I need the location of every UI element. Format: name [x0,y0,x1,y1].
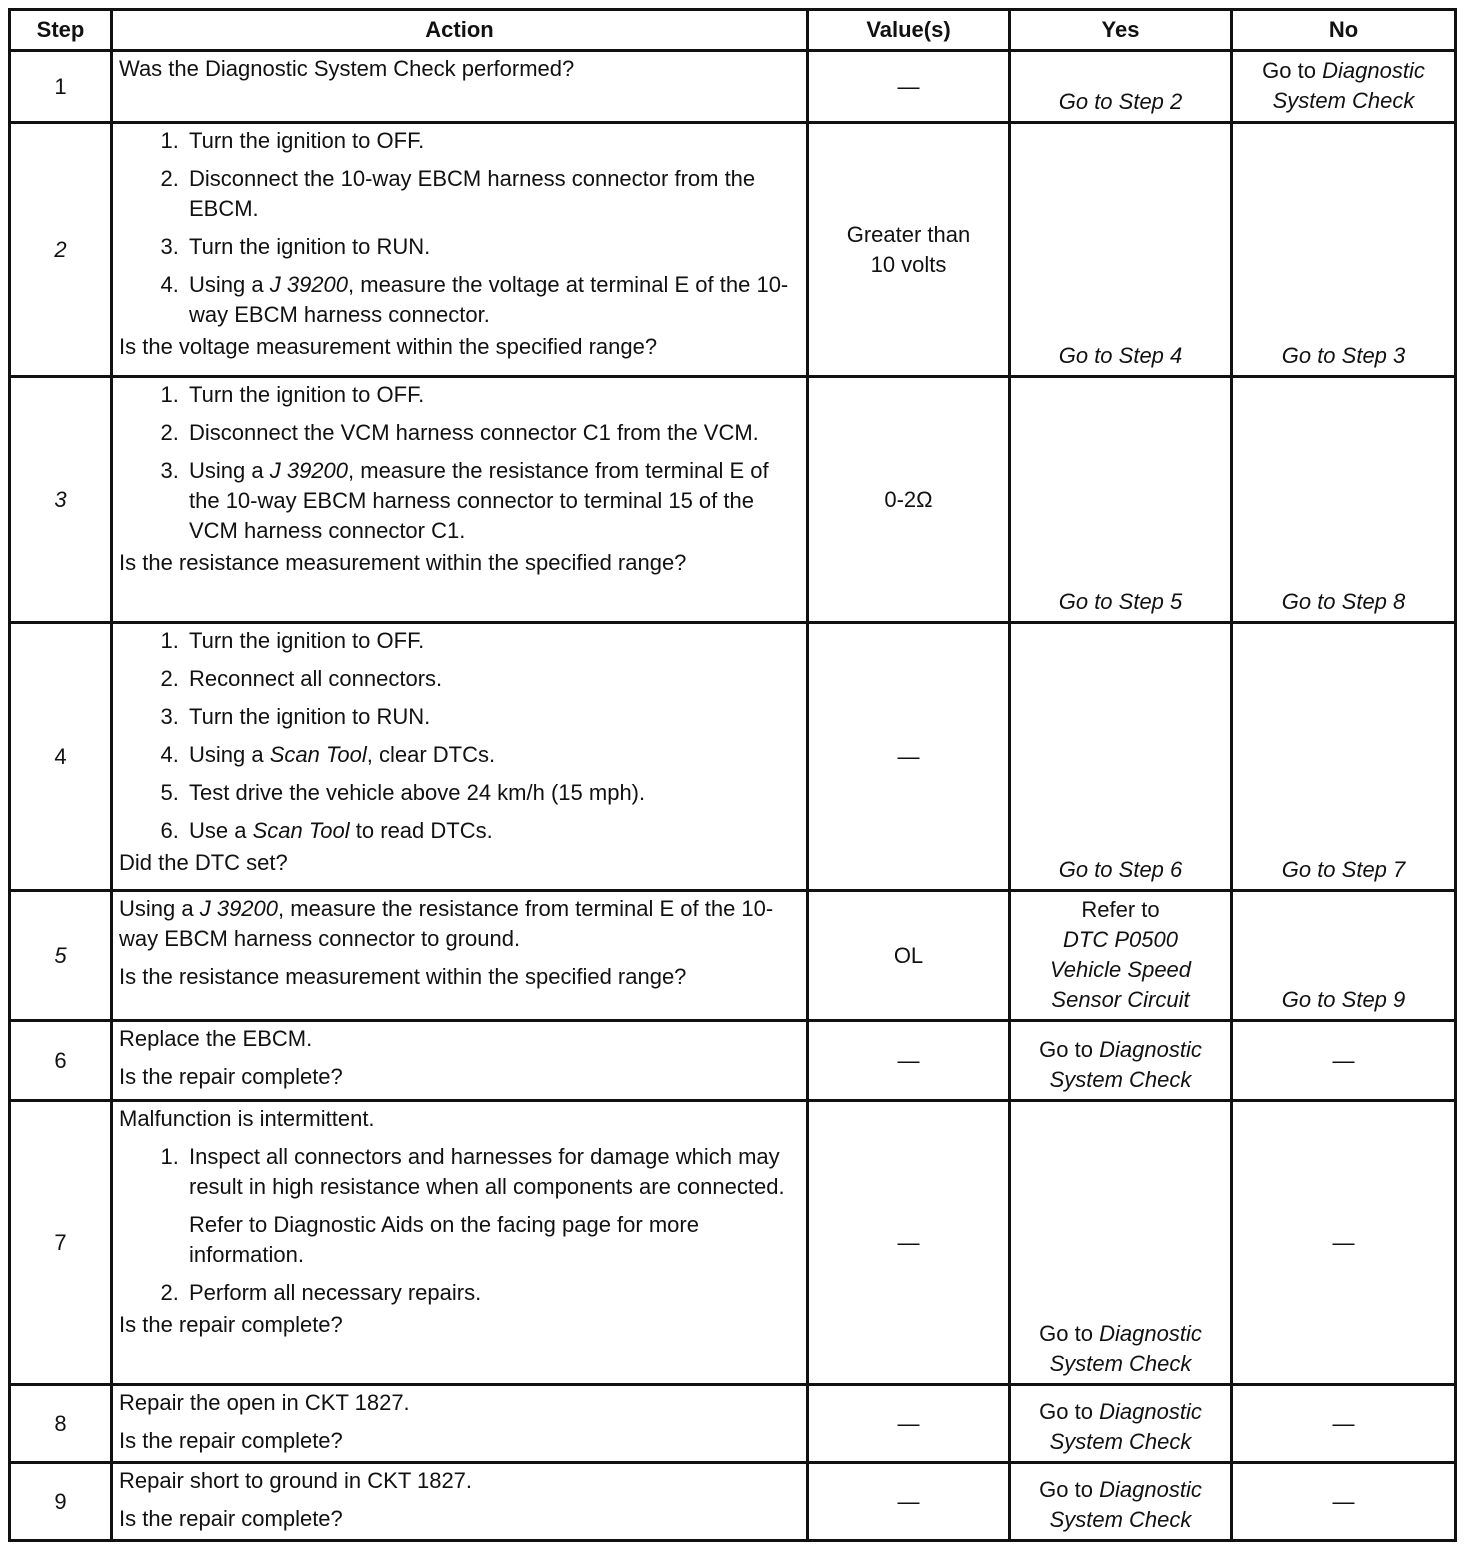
no-cell [1232,123,1456,377]
yes-link[interactable]: Go to Step 4 [1058,343,1183,368]
tool-name: J 39200 [199,896,279,921]
tool-name: Scan Tool [252,818,350,843]
action-question: Did the DTC set? [119,850,288,875]
value-cell: — [808,1385,1010,1463]
yes-cell [1010,123,1232,377]
action-cell [112,891,808,1021]
action-question: Is the resistance measurement within the specified range? [119,964,687,989]
yes-cell [1010,1021,1232,1101]
value-cell: — [808,1021,1010,1101]
value-cell: OL [808,891,1010,1021]
action-cell [112,1021,808,1101]
no-cell: — [1232,1101,1456,1385]
step-number: 5 [10,891,112,1021]
value-cell: Greater than 10 volts [808,123,1010,377]
table-row [10,51,1456,123]
action-question: Is the repair complete? [119,1064,343,1089]
tool-name: J 39200 [269,272,349,297]
value-cell: — [808,1101,1010,1385]
action-text: Using a J 39200, measure the resistance from terminal E of the 10-way EBCM harness connector to ground. [119,896,774,951]
diagnostic-table [8,8,1457,1542]
step-number: 7 [10,1101,112,1385]
step-number: 6 [10,1021,112,1101]
action-cell [112,1385,808,1463]
yes-link[interactable]: Diagnostic System Check [1049,1321,1202,1376]
action-question: Is the repair complete? [119,1506,343,1531]
action-item: 3. Turn the ignition to RUN. [185,232,800,262]
value-cell: — [808,51,1010,123]
action-item: 4. Using a Scan Tool, clear DTCs. [185,740,800,770]
yes-link[interactable]: Diagnostic System Check [1049,1399,1202,1454]
action-text: Repair the open in CKT 1827. [119,1390,410,1415]
action-cell [112,623,808,891]
no-cell [1232,51,1456,123]
action-item: 1. Turn the ignition to OFF. [185,380,800,410]
action-item: 3. Using a J 39200, measure the resistance from terminal E of the 10-way EBCM harness connector to terminal 15 of the VCM harness connector C1. [185,456,800,546]
no-link[interactable]: Go to Step 9 [1281,987,1406,1012]
yes-link[interactable]: Go to Step 5 [1058,589,1183,614]
action-cell [112,51,808,123]
action-item: 1. Turn the ignition to OFF. [185,626,800,656]
header-yes: Yes [1010,10,1232,51]
yes-cell [1010,1463,1232,1541]
header-values: Value(s) [808,10,1010,51]
table-row [10,123,1456,377]
yes-prefix: Refer to [1081,897,1160,922]
tool-name: Scan Tool [269,742,367,767]
action-cell [112,1101,808,1385]
header-no: No [1232,10,1456,51]
action-item: 2. Disconnect the 10-way EBCM harness connector from the EBCM. [185,164,800,224]
action-item: 2. Disconnect the VCM harness connector C1 from the VCM. [185,418,800,448]
yes-link[interactable]: DTC P0500 Vehicle Speed Sensor Circuit [1049,927,1192,1012]
yes-cell [1010,1101,1232,1385]
action-cell [112,377,808,623]
action-item: 5. Test drive the vehicle above 24 km/h (15 mph). [185,778,800,808]
action-text: Replace the EBCM. [119,1026,313,1051]
tool-name: J 39200 [269,458,349,483]
action-question: Is the voltage measurement within the specified range? [119,334,658,359]
yes-link[interactable]: Diagnostic System Check [1049,1037,1202,1092]
value-cell: 0-2Ω [808,377,1010,623]
no-cell: — [1232,1021,1456,1101]
yes-cell [1010,891,1232,1021]
table-row [10,1463,1456,1541]
no-link[interactable]: Go to Step 8 [1281,589,1406,614]
step-number: 3 [10,377,112,623]
yes-cell [1010,623,1232,891]
no-cell: — [1232,1463,1456,1541]
yes-link[interactable]: Go to Step 6 [1058,857,1183,882]
action-cell [112,1463,808,1541]
step-number: 2 [10,123,112,377]
no-link[interactable]: Go to Step 3 [1281,343,1406,368]
no-cell [1232,891,1456,1021]
table-row [10,1021,1456,1101]
no-cell [1232,377,1456,623]
yes-cell [1010,377,1232,623]
table-row [10,1385,1456,1463]
yes-cell [1010,51,1232,123]
no-cell: — [1232,1385,1456,1463]
table-row [10,377,1456,623]
yes-link[interactable]: Go to Step 2 [1058,89,1183,114]
step-number: 4 [10,623,112,891]
yes-prefix: Go to [1039,1399,1093,1424]
action-item: 3. Turn the ignition to RUN. [185,702,800,732]
action-item: 1. Turn the ignition to OFF. [185,126,800,156]
yes-prefix: Go to [1039,1037,1093,1062]
no-link[interactable]: Diagnostic System Check [1272,58,1425,113]
no-cell [1232,623,1456,891]
yes-prefix: Go to [1039,1477,1093,1502]
diagnostic-table-document [8,8,1454,1542]
header-action: Action [112,10,808,51]
action-item: 2. Perform all necessary repairs. [185,1278,800,1308]
no-link[interactable]: Go to Step 7 [1281,857,1406,882]
action-question: Is the resistance measurement within the specified range? [119,550,687,575]
step-number: 8 [10,1385,112,1463]
action-note: Refer to Diagnostic Aids on the facing page for more information. [189,1212,699,1267]
value-cell: — [808,623,1010,891]
step-number: 9 [10,1463,112,1541]
header-step: Step [10,10,112,51]
action-item: 1. Inspect all connectors and harnesses for damage which may result in high resistance when all components are connected. Refer to Diagnostic Aids on the facing page for more information. [185,1142,800,1270]
no-prefix: Go to [1262,58,1316,83]
action-cell [112,123,808,377]
action-intro: Malfunction is intermittent. [119,1106,375,1131]
action-item: 2. Reconnect all connectors. [185,664,800,694]
action-text: Repair short to ground in CKT 1827. [119,1468,473,1493]
action-question: Is the repair complete? [119,1312,343,1337]
value-cell: — [808,1463,1010,1541]
action-question: Was the Diagnostic System Check performed? [119,56,575,81]
action-item: 6. Use a Scan Tool to read DTCs. [185,816,800,846]
header-row [10,10,1456,51]
action-item: 4. Using a J 39200, measure the voltage at terminal E of the 10-way EBCM harness connector. [185,270,800,330]
table-row [10,623,1456,891]
table-row [10,891,1456,1021]
action-question: Is the repair complete? [119,1428,343,1453]
yes-cell [1010,1385,1232,1463]
step-number: 1 [10,51,112,123]
yes-link[interactable]: Diagnostic System Check [1049,1477,1202,1532]
table-row [10,1101,1456,1385]
yes-prefix: Go to [1039,1321,1093,1346]
